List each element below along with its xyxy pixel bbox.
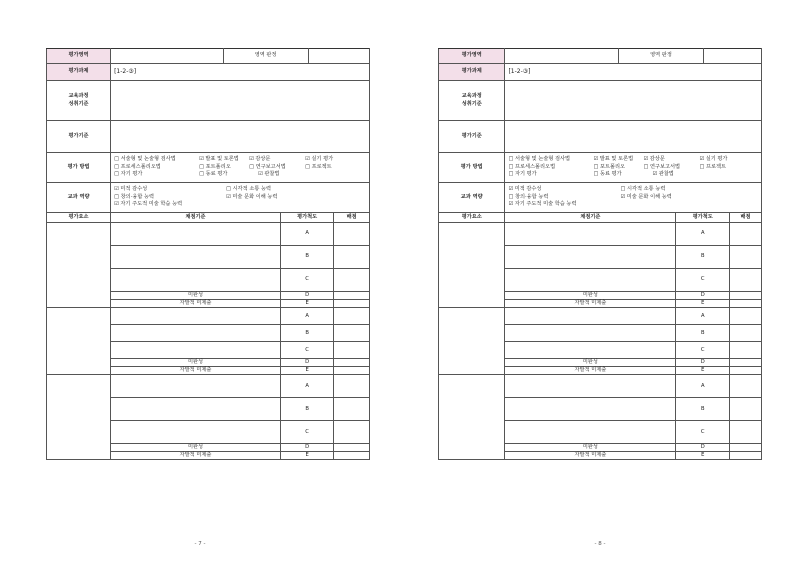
incomplete-label: 미완성 <box>505 359 676 367</box>
scoring-cell <box>111 269 281 292</box>
incomplete-label: 미완성 <box>111 444 281 452</box>
element-cell <box>47 375 111 460</box>
area-value <box>111 49 224 64</box>
points-cell <box>334 421 370 444</box>
competency-options <box>111 183 370 213</box>
area-label: 평가영역 <box>47 49 111 64</box>
method-option: ☑ 발표 및 토론법 <box>593 156 634 163</box>
method-option: □ 연구보고서법 <box>249 163 286 170</box>
assessment-form <box>46 48 370 460</box>
scoring-cell <box>505 342 676 359</box>
grade-e: E <box>280 300 333 308</box>
points-cell <box>334 269 370 292</box>
points-cell <box>730 246 762 269</box>
method-option: ☑ 실기 평가 <box>305 156 334 163</box>
points-cell <box>334 444 370 452</box>
method-options <box>505 153 762 183</box>
method-label: 평가 방법 <box>47 153 111 183</box>
competency-label: 교과 역량 <box>47 183 111 213</box>
scoring-cell <box>505 325 676 342</box>
method-option: ☑ 발표 및 토론법 <box>199 156 239 163</box>
points-cell <box>730 342 762 359</box>
points-cell <box>334 292 370 300</box>
not-submitted-label: 자발적 미제출 <box>505 452 676 460</box>
scoring-cell <box>505 398 676 421</box>
method-option: ☑ 관찰법 <box>652 171 674 178</box>
grade-b: B <box>676 325 730 342</box>
method-option: □ 프로젝트 <box>305 163 332 170</box>
element-cell <box>439 223 505 308</box>
competency-option: □ 시각적 소통 능력 <box>620 186 666 193</box>
competency-option: □ 창의·융합 능력 <box>114 193 155 200</box>
scoring-cell <box>111 421 281 444</box>
domain-label: 영역 판정 <box>223 49 308 64</box>
points-cell <box>334 223 370 246</box>
method-option: □ 연구보고서법 <box>643 163 681 170</box>
points-cell <box>334 325 370 342</box>
assessment-form <box>438 48 762 460</box>
grade-a: A <box>676 308 730 325</box>
grade-e: E <box>280 367 333 375</box>
points-cell <box>334 452 370 460</box>
standard-label-line1: 교육과정 <box>461 93 482 100</box>
grade-a: A <box>280 308 333 325</box>
domain-label: 영역 판정 <box>618 49 704 64</box>
points-cell <box>334 300 370 308</box>
points-cell <box>730 444 762 452</box>
grade-a: A <box>676 375 730 398</box>
method-option: ☑ 관찰법 <box>258 171 280 178</box>
method-option: □ 프로젝트 <box>699 163 727 170</box>
competency-option: □ 창의·융합 능력 <box>508 193 549 200</box>
method-option: □ 자기 평가 <box>508 171 537 178</box>
competency-option: ☑ 미적 감수성 <box>508 186 542 193</box>
method-option: □ 포트폴리오 <box>199 163 231 170</box>
incomplete-label: 미완성 <box>111 292 281 300</box>
criteria-value <box>505 121 762 153</box>
task-label: 평가과제 <box>439 64 505 81</box>
standard-label <box>47 81 111 121</box>
method-option: □ 동료 평가 <box>199 171 228 178</box>
scoring-header: 채점기준 <box>505 213 676 223</box>
method-option: □ 포트폴리오 <box>593 163 626 170</box>
points-cell <box>730 223 762 246</box>
not-submitted-label: 자발적 미제출 <box>505 367 676 375</box>
task-value: [1-2-③] <box>505 64 762 81</box>
grade-e: E <box>676 452 730 460</box>
scoring-header: 채점기준 <box>111 213 281 223</box>
grade-a: A <box>676 223 730 246</box>
not-submitted-label: 자발적 미제출 <box>111 452 281 460</box>
area-value <box>505 49 618 64</box>
grade-c: C <box>280 269 333 292</box>
points-cell <box>730 300 762 308</box>
method-options <box>111 153 370 183</box>
method-option: □ 프로세스폴리오법 <box>114 163 161 170</box>
grade-e: E <box>676 300 730 308</box>
points-cell <box>730 359 762 367</box>
standard-label-line1: 교육과정 <box>68 93 89 100</box>
points-cell <box>334 398 370 421</box>
scoring-cell <box>111 308 281 325</box>
method-option: ☑ 실기 평가 <box>699 156 728 163</box>
points-cell <box>334 246 370 269</box>
page-right <box>400 0 800 566</box>
scoring-cell <box>505 375 676 398</box>
element-cell <box>439 375 505 460</box>
area-label: 평가영역 <box>439 49 505 64</box>
grade-c: C <box>280 421 333 444</box>
grade-b: B <box>280 246 333 269</box>
competency-option: □ 시각적 소통 능력 <box>226 186 272 193</box>
grade-b: B <box>676 246 730 269</box>
scoring-cell <box>111 246 281 269</box>
points-cell <box>730 292 762 300</box>
element-cell <box>47 308 111 375</box>
incomplete-label: 미완성 <box>505 292 676 300</box>
competency-option: ☑ 자기 주도적 미술 학습 능력 <box>114 201 183 208</box>
method-option: □ 동료 평가 <box>593 171 622 178</box>
criteria-label: 평가기준 <box>47 121 111 153</box>
points-cell <box>730 421 762 444</box>
points-cell <box>730 375 762 398</box>
element-cell <box>439 308 505 375</box>
grade-d: D <box>280 359 333 367</box>
page-number: - 7 - <box>194 541 206 547</box>
grade-c: C <box>676 269 730 292</box>
points-cell <box>334 342 370 359</box>
criteria-label: 평가기준 <box>439 121 505 153</box>
elements-header: 평가요소 <box>47 213 111 223</box>
standard-value <box>505 81 762 121</box>
grade-d: D <box>280 444 333 452</box>
scoring-cell <box>505 308 676 325</box>
domain-value <box>308 49 369 64</box>
method-option: ☑ 감상문 <box>643 156 665 163</box>
scoring-cell <box>505 269 676 292</box>
grade-a: A <box>280 223 333 246</box>
grade-c: C <box>676 421 730 444</box>
incomplete-label: 미완성 <box>111 359 281 367</box>
points-cell <box>730 269 762 292</box>
competency-label: 교과 역량 <box>439 183 505 213</box>
method-option: □ 프로세스폴리오법 <box>508 163 556 170</box>
domain-value <box>704 49 762 64</box>
scale-header: 평가척도 <box>280 213 333 223</box>
task-value: [1-2-③] <box>111 64 370 81</box>
grade-d: D <box>280 292 333 300</box>
points-cell <box>334 308 370 325</box>
grade-d: D <box>676 292 730 300</box>
scoring-cell <box>505 421 676 444</box>
points-cell <box>334 359 370 367</box>
scoring-cell <box>111 342 281 359</box>
scoring-cell <box>505 246 676 269</box>
competency-option: ☑ 미술 문화 이해 능력 <box>226 193 278 200</box>
grade-d: D <box>676 444 730 452</box>
points-cell <box>730 325 762 342</box>
points-cell <box>730 452 762 460</box>
points-cell <box>334 367 370 375</box>
scoring-cell <box>111 375 281 398</box>
element-cell <box>47 223 111 308</box>
standard-label <box>439 81 505 121</box>
standard-label-line2: 성취기준 <box>461 100 482 107</box>
points-cell <box>334 375 370 398</box>
grade-a: A <box>280 375 333 398</box>
competency-options <box>505 183 762 213</box>
not-submitted-label: 자발적 미제출 <box>111 300 281 308</box>
points-header: 배점 <box>730 213 762 223</box>
scoring-cell <box>111 325 281 342</box>
incomplete-label: 미완성 <box>505 444 676 452</box>
competency-option: ☑ 미술 문화 이해 능력 <box>620 193 672 200</box>
standard-value <box>111 81 370 121</box>
not-submitted-label: 자발적 미제출 <box>505 300 676 308</box>
not-submitted-label: 자발적 미제출 <box>111 367 281 375</box>
scoring-cell <box>111 223 281 246</box>
method-option: □ 서술형 및 논술형 검사법 <box>114 156 176 163</box>
criteria-value <box>111 121 370 153</box>
points-cell <box>730 308 762 325</box>
standard-label-line2: 성취기준 <box>68 100 89 107</box>
method-option: □ 자기 평가 <box>114 171 143 178</box>
grade-c: C <box>676 342 730 359</box>
scoring-cell <box>111 398 281 421</box>
grade-b: B <box>676 398 730 421</box>
grade-b: B <box>280 325 333 342</box>
task-label: 평가과제 <box>47 64 111 81</box>
competency-option: ☑ 미적 감수성 <box>114 186 148 193</box>
points-header: 배점 <box>334 213 370 223</box>
elements-header: 평가요소 <box>439 213 505 223</box>
method-label: 평가 방법 <box>439 153 505 183</box>
grade-d: D <box>676 359 730 367</box>
grade-e: E <box>280 452 333 460</box>
competency-option: ☑ 자기 주도적 미술 학습 능력 <box>508 201 577 208</box>
points-cell <box>730 367 762 375</box>
method-option: ☑ 감상문 <box>249 156 271 163</box>
page-number: - 8 - <box>594 541 606 547</box>
scoring-cell <box>505 223 676 246</box>
grade-c: C <box>280 342 333 359</box>
grade-e: E <box>676 367 730 375</box>
scale-header: 평가척도 <box>676 213 730 223</box>
grade-b: B <box>280 398 333 421</box>
points-cell <box>730 398 762 421</box>
method-option: □ 서술형 및 논술형 검사법 <box>508 156 571 163</box>
